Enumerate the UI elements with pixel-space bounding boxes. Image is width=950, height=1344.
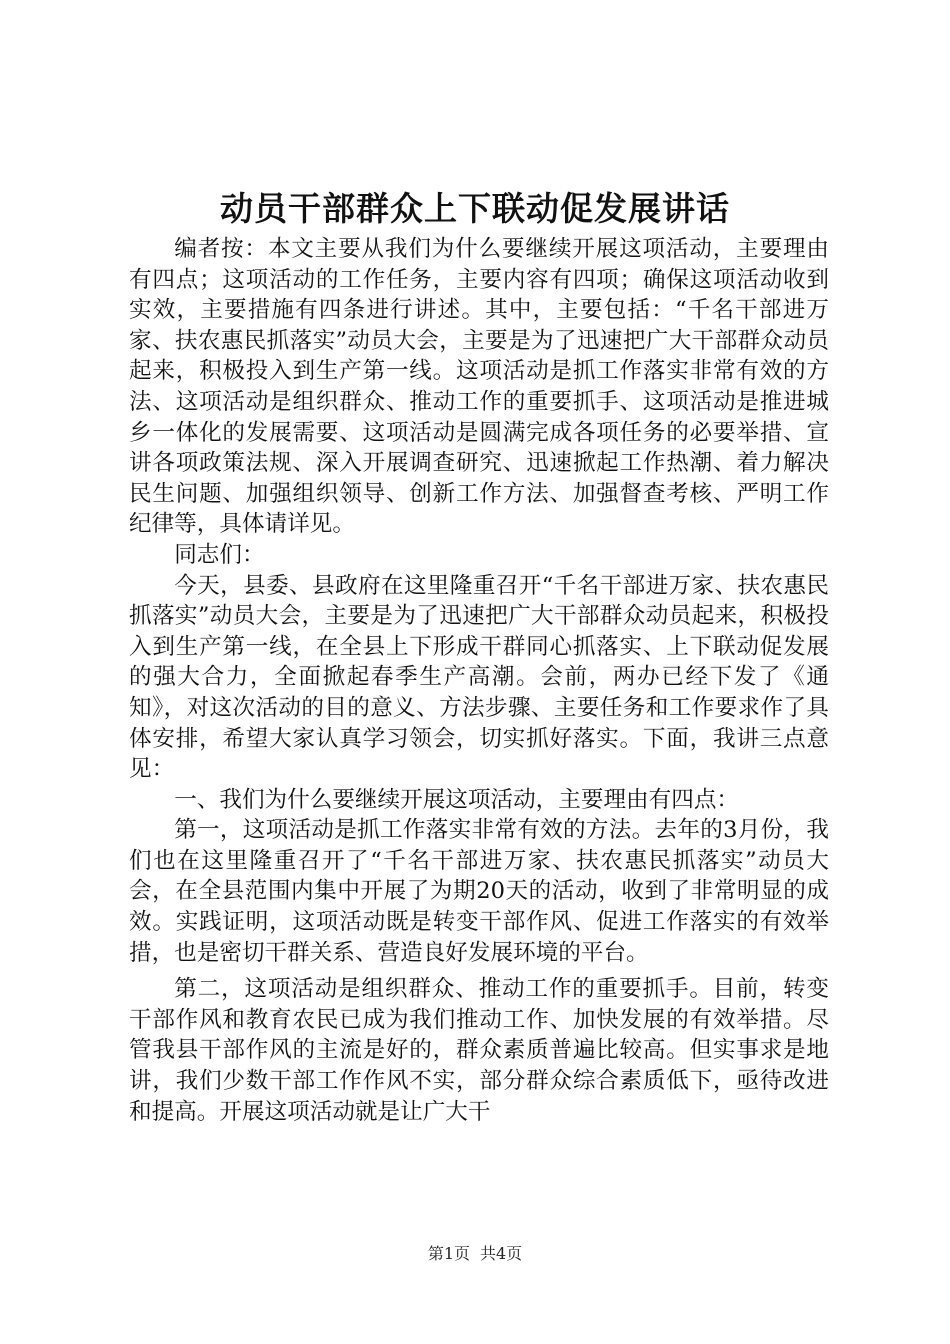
point-1-paragraph: 第一，这项活动是抓工作落实非常有效的方法。去年的3月份，我们也在这里隆重召开了“千名干部进万家、扶农惠民抓落实”动员大会，在全县范围内集中开展了为期20天的活动，收到了非常明显的成效。实践证明，这项活动既是转变干部作风、促进工作落实的有效举措，也是密切干群关系、营造良好发展环境的平台。 bbox=[129, 817, 829, 966]
editor-note-paragraph: 编者按：本文主要从我们为什么要继续开展这项活动，主要理由有四点；这项活动的工作任务，主要内容有四项；确保这项活动收到实效，主要措施有四条进行讲述。其中，主要包括：“千名干部进万家、扶农惠民抓落实”动员大会，主要是为了迅速把广大干部群众动员起来，积极投入到生产第一线。这项活动是抓工作落实非常有效的方法、这项活动是组织群众、推动工作的重要抓手、这项活动是推进城乡一体化的发展需要、这项活动是圆满完成各项任务的必要举措、宣讲各项政策法规、深入开展调查研究、迅速掀起工作热潮、着力解决民生问题、加强组织领导、创新工作方法、加强督查考核、严明工作纪律等，具体请详见。 bbox=[129, 236, 829, 538]
point-2-paragraph: 第二，这项活动是组织群众、推动工作的重要抓手。目前，转变干部作风和教育农民已成为我们推动工作、加快发展的有效举措。尽管我县干部作风的主流是好的，群众素质普遍比较高。但实事求是地讲，我们少数干部工作作风不实，部分群众综合素质低下，亟待改进和提高。开展这项活动就是让广大干 bbox=[129, 976, 829, 1125]
opening-paragraph: 今天，县委、县政府在这里隆重召开“千名干部进万家、扶农惠民抓落实”动员大会，主要是为了迅速把广大干部群众动员起来，积极投入到生产第一线，在全县上下形成干群同心抓落实、上下联动促发展的强大合力，全面掀起春季生产高潮。会前，两办已经下发了《通知》，对这次活动的目的意义、方法步骤、主要任务和工作要求作了具体安排，希望大家认真学习领会，切实抓好落实。下面，我讲三点意见： bbox=[129, 572, 829, 783]
page-footer bbox=[0, 1243, 950, 1265]
total-pages: 共4页 bbox=[480, 1244, 523, 1263]
document-body bbox=[129, 234, 829, 1127]
section-heading-1: 一、我们为什么要继续开展这项活动，主要理由有四点： bbox=[174, 786, 740, 813]
page-number: 第1页 bbox=[427, 1244, 470, 1263]
document-title: 动员干部群众上下联动促发展讲话 bbox=[220, 189, 730, 228]
salutation-paragraph: 同志们： bbox=[174, 541, 265, 568]
